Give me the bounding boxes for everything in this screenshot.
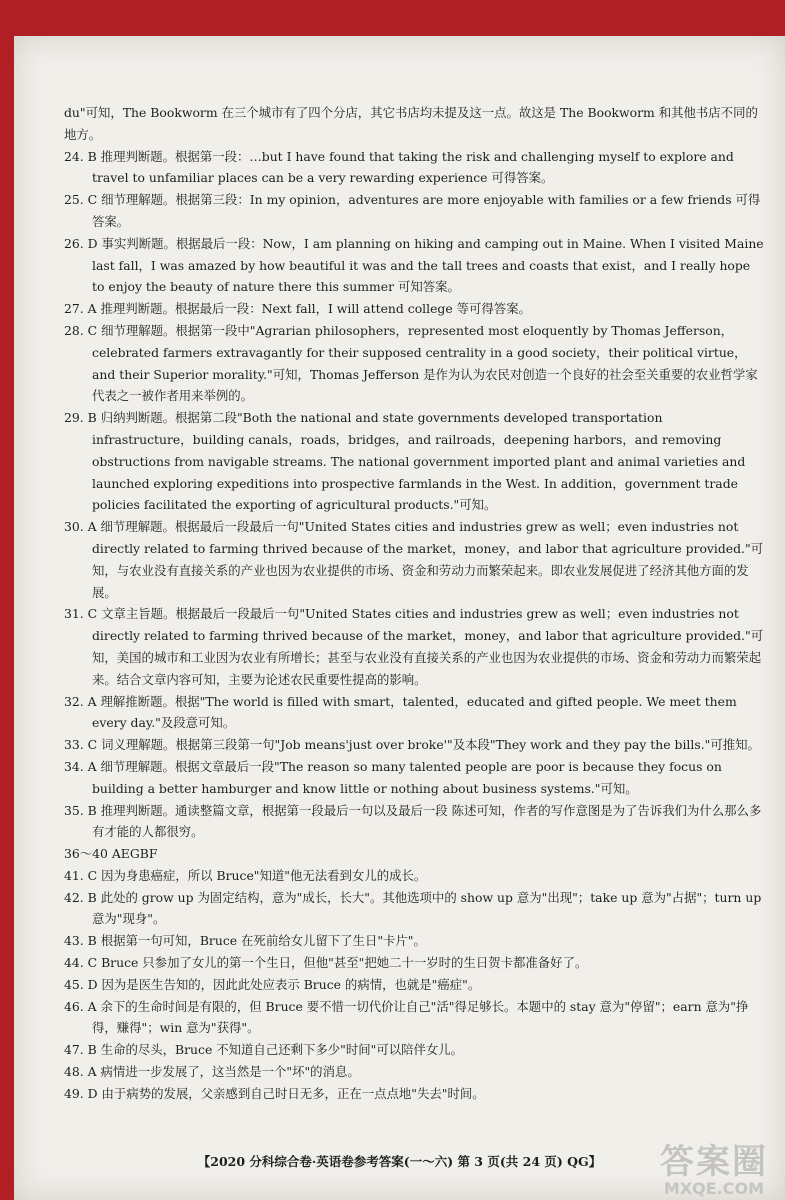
- answer-item: 44. C Bruce 只参加了女儿的第一个生日，但他"甚至"把她二十一岁时的生日贺卡都准备好了。: [64, 955, 588, 971]
- page-footer: 【2020 分科综合卷·英语卷参考答案(一～六) 第 3 页(共 24 页) QG】: [197, 1154, 602, 1169]
- answer-item: 30. A 细节理解题。根据最后一段最后一句"United States cities and industries grew as well；even industries not directly related to farming thrived because of the market，money，and labor that agriculture provided."可知，与农业没有直接关系的产业也因为农业提供的市场、资金和劳动力而繁荣起来。即农业发展促进了经济其他方面的发展。: [64, 519, 764, 600]
- answer-list: [64, 146, 764, 1105]
- answer-item: 29. B 归纳判断题。根据第二段"Both the national and state governments developed transportation infrastructure，building canals，roads，bridges，and railroads，deepening harbors，and removing obstructions from navigable streams. The national government imported plant and animal varieties and launched exploring expeditions into prospective farmlands in the West. In addition，government trade policies facilitated the exporting of agricultural products."可知。: [64, 410, 746, 513]
- answer-item: 24. B 推理判断题。根据第一段：…but I have found that taking the risk and challenging myself to explore and travel to unfamiliar places can be a very rewarding experience 可得答案。: [64, 148, 734, 186]
- answer-item: 41. C 因为身患癌症，所以 Bruce"知道"他无法看到女儿的成长。: [64, 867, 427, 883]
- answer-item: 49. D 由于病势的发展，父亲感到自己时日无多，正在一点点地"失去"时间。: [64, 1085, 485, 1101]
- answer-item: 46. A 余下的生命时间是有限的，但 Bruce 要不惜一切代价让自己"活"得足够长。本题中的 stay 意为"停留"；earn 意为"挣得，赚得"；win 意为"获得"。: [64, 998, 749, 1036]
- answer-item: 35. B 推理判断题。通读整篇文章，根据第一段最后一句以及最后一段 陈述可知，作者的写作意图是为了告诉我们为什么那么多有才能的人都很穷。: [64, 802, 762, 840]
- answer-item: 25. C 细节理解题。根据第三段：In my opinion，adventures are more enjoyable with families or a few friends 可得答案。: [64, 192, 761, 229]
- answer-item: 45. D 因为是医生告知的，因此此处应表示 Bruce 的病情，也就是"癌症"。: [64, 976, 481, 992]
- answer-sheet: [14, 36, 785, 1200]
- continuation-paragraph: du"可知，The Bookworm 在三个城市有了四个分店，其它书店均未提及这一点。故这是 The Bookworm 和其他书店不同的地方。: [64, 105, 758, 142]
- answer-item: 31. C 文章主旨题。根据最后一段最后一句"United States cities and industries grew as well；even industries not directly related to farming thrived because of the market，money，and labor that agriculture provided."可知，美国的城市和工业因为农业有所增长；甚至与农业没有直接关系的产业也因为农业提供的市场、资金和劳动力而繁荣起来。结合文章内容可知，主要为论述农民重要性提高的影响。: [64, 606, 764, 687]
- answer-item: 27. A 推理判断题。根据最后一段：Next fall，I will attend college 等可得答案。: [64, 301, 531, 317]
- answer-item: 28. C 细节理解题。根据第一段中"Agrarian philosophers，represented most eloquently by Thomas Jefferson，celebrated farmers extravagantly for their supposed centrality in a good society，their political virtue，and their Superior morality."可知，Thomas Jefferson 是作为认为农民对创造一个良好的社会至关重要的农业哲学家代表之一被作者用来举例的。: [64, 322, 758, 404]
- watermark-logo: [649, 1144, 779, 1200]
- answer-item: 33. C 词义理解题。根据第三段第一句"Job means'just over broke'"及本段"They work and they pay the bills."可推知。: [64, 737, 760, 753]
- answer-item: 47. B 生命的尽头，Bruce 不知道自己还剩下多少"时间"可以陪伴女儿。: [64, 1042, 464, 1058]
- answer-item: 42. B 此处的 grow up 为固定结构，意为"成长，长大"。其他选项中的 show up 意为"出现"；take up 意为"占据"；turn up 意为"现身"。: [64, 889, 762, 927]
- answer-item: 26. D 事实判断题。根据最后一段：Now，I am planning on hiking and camping out in Maine. When I visited Maine last fall，I was amazed by how beautiful it was and the tall trees and coasts that exist，and I really hope to enjoy the beauty of nature there this summer 可知答案。: [64, 235, 764, 295]
- answer-item: 36～40 AEGBF: [64, 846, 158, 862]
- answer-item: 32. A 理解推断题。根据"The world is filled with smart，talented，educated and gifted people. We meet them every day."及段意可知。: [64, 693, 737, 731]
- answer-item: 48. A 病情进一步发展了，这当然是一个"坏"的消息。: [64, 1064, 360, 1080]
- answer-item: 43. B 根据第一句可知，Bruce 在死前给女儿留下了生日"卡片"。: [64, 933, 426, 949]
- answer-content: [64, 102, 764, 1105]
- watermark-url: MXQE.COM: [663, 1179, 765, 1198]
- watermark-logo-text: 答案圈: [660, 1142, 768, 1182]
- answer-item: 34. A 细节理解题。根据文章最后一段"The reason so many talented people are poor is because they focus on building a better hamburger and know little or nothing about business systems."可知。: [64, 758, 722, 796]
